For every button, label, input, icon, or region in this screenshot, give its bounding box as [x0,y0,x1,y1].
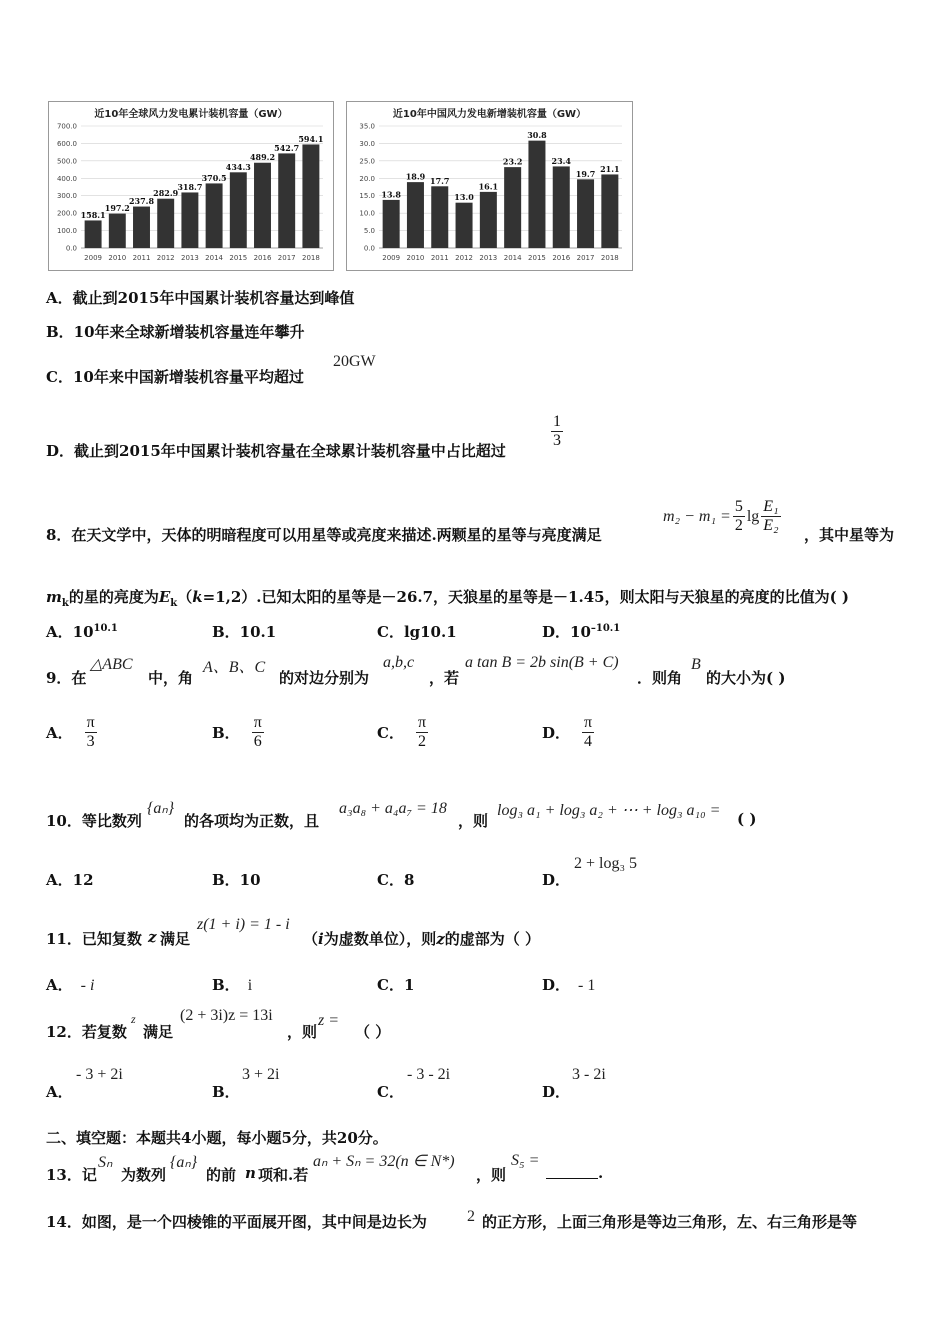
chart-global-data-label: 237.8 [128,196,155,207]
q8-option-a-sup: 10.1 [93,623,118,634]
chart-china-xtick: 2014 [503,254,522,262]
q11-option-b [212,974,252,995]
chart-china-xtick: 2010 [406,254,425,262]
chart-china-ytick: 25.0 [359,157,375,166]
q8-option-d-text: D．10 [542,623,591,641]
chart-china-data-label: 16.1 [478,181,499,192]
chart-global-ytick: 600.0 [56,139,77,148]
q9-option-a-den: 3 [86,733,95,750]
q9-option-c-label: C． [377,724,404,742]
q11-i: i [318,930,324,948]
q12-b: 满足 [143,1023,174,1041]
q13-answer-blank[interactable] [546,1164,598,1183]
chart-global-ytick: 400.0 [56,174,77,183]
q9-angles: A、B、C [203,659,266,676]
q13-seq: {aₙ} [170,1154,198,1171]
q12-a: 12．若复数 [46,1023,127,1041]
q10-b: 的各项均为正数，且 [184,812,320,830]
q7-option-d-fraction [551,413,563,450]
q9-option-a-num: π [86,714,95,731]
q12-option-d: D． [542,1083,571,1101]
chart-global-title: 近10年全球风力发电累计装机容量（GW） [94,109,288,120]
q9-option-a-label: A． [46,724,73,742]
chart-china-ytick: 10.0 [359,209,375,218]
q14-two: 2 [467,1208,475,1225]
q11-option-d-label: D． [542,976,571,994]
q12-d: （ ） [355,1023,391,1041]
q11-d: 为虚数单位），则 [323,930,437,948]
q7-option-c-math: 20GW [333,353,376,370]
q10-option-d-math: 2 + log₃ 5 [574,855,638,872]
chart-global-data-label: 542.7 [274,142,300,153]
q8-option-d [542,621,620,642]
q9-e: ．则角 [637,669,683,687]
q12-option-b-math: 3 + 2i [242,1066,280,1083]
q12-c: ，则 [287,1023,318,1041]
chart-global-data-label: 434.3 [225,161,251,172]
q10-seq: {aₙ} [147,800,175,817]
chart-china-bar [383,200,400,248]
chart-china-data-label: 19.7 [575,168,596,179]
q13-n [245,1164,256,1182]
chart-global-ytick: 0.0 [65,244,77,253]
q11-option-d [542,974,595,995]
chart-global-xtick: 2016 [253,254,272,262]
q8-frac-num: 5 [734,498,743,515]
chart-china-bar [431,186,448,248]
q13-a: 13．记 [46,1166,97,1184]
chart-global-xtick: 2017 [277,254,296,262]
q7-option-c-text: C．10年来中国新增装机容量平均超过 [46,368,304,386]
chart-global-xtick: 2015 [229,254,248,262]
q9-option-d-label: D． [542,724,571,742]
q11-e: 的虚部为（ ） [444,930,540,948]
chart-global-ytick: 500.0 [56,157,77,166]
q13-b: 为数列 [121,1166,167,1184]
q8-m: m [46,588,62,606]
chart-global-bar [181,192,198,248]
chart-china-bar [553,166,570,248]
q9-option-d-den: 4 [584,733,593,750]
chart-global-bar [278,153,295,248]
q8-m-k: k [61,598,69,609]
chart-global-ytick: 700.0 [56,122,77,131]
chart-china-xtick: 2011 [430,254,449,262]
q8-E: E [158,588,171,606]
q8-k2: k [192,588,203,606]
q7-option-a: A．截止到2015年中国累计装机容量达到峰值 [46,289,355,307]
chart-china-bar [577,179,594,248]
chart-global-bar [254,163,271,248]
chart-china-data-label: 23.4 [551,155,571,166]
q8-formula [663,498,781,535]
q9-condition: a tan B = 2b sin(B + C) [465,654,619,671]
q7-option-b: B．10年来全球新增装机容量连年攀升 [46,323,305,341]
q8-frac-den: 2 [734,517,743,534]
chart-china-data-label: 13.8 [381,189,401,200]
q13-condition: aₙ + Sₙ = 32(n ∈ N*) [313,1153,455,1170]
q11-z2: z [436,930,445,948]
q9-option-d-num: π [584,714,593,731]
chart-china-bar [407,182,424,248]
q9-option-a [46,714,97,751]
q8-e-den: E₂ [763,517,779,534]
q13-e: ，则 [476,1166,507,1184]
q7-option-d-text: D．截止到2015年中国累计装机容量在全球累计装机容量中占比超过 [46,442,506,460]
q8-option-a [46,621,118,642]
q10-c: ，则 [458,812,489,830]
q9-a: 9．在 [46,669,87,687]
q9-d: ，若 [429,669,460,687]
q9-b: 中，角 [148,669,194,687]
q8-option-c: C．lg10.1 [377,623,457,641]
chart-china-bar [504,167,521,248]
chart-china-bar [601,174,618,248]
q13-f: . [598,1164,604,1182]
q11-a: 11．已知复数 [46,930,142,948]
q11-rest [303,928,540,949]
q9-option-b [212,714,264,751]
chart-global-bar [230,172,247,248]
q11-b: 满足 [160,930,191,948]
chart-global-xtick: 2013 [180,254,199,262]
chart-china-xtick: 2012 [455,254,473,262]
q9-option-c [377,714,428,751]
chart-china-ytick: 5.0 [363,227,375,236]
q12-option-b: B． [212,1083,240,1101]
q8-e-num: E₁ [763,498,779,515]
q8-line2 [46,586,849,609]
q8-line1-b: ，其中星等为 [804,526,895,544]
chart-global-ytick: 300.0 [56,192,77,201]
q10-option-b: B．10 [212,871,261,889]
q12-option-c-math: - 3 - 2i [407,1066,451,1083]
chart-china-xtick: 2017 [576,254,595,262]
q8-line2-b: （ [177,588,193,606]
q13-d: 项和.若 [258,1166,309,1184]
q10-option-c: C．8 [377,871,415,889]
q9-sides: a,b,c [383,654,415,671]
q14-a: 14．如图，是一个四棱锥的平面展开图，其中间是边长为 [46,1213,427,1231]
q11-z [148,928,157,946]
q8-option-b: B．10.1 [212,623,277,641]
q12-option-c: C． [377,1083,404,1101]
q8-line2-text: 的星的亮度为 [68,588,159,606]
q13-c: 的前 [206,1166,237,1184]
chart-china-data-label: 21.1 [600,163,620,174]
q10-a: 10．等比数列 [46,812,142,830]
chart-global-cumulative-svg [49,102,333,270]
q8-option-a-text: A．10 [46,623,94,641]
chart-china-xtick: 2009 [382,254,401,262]
chart-china-data-label: 18.9 [405,171,426,182]
q8-formula-left: m₂ − m₁ = [663,507,731,525]
q8-option-d-sup: –10.1 [590,623,621,634]
chart-china-ytick: 0.0 [363,244,375,253]
q10-d: ( ) [737,810,757,828]
chart-china-xtick: 2015 [528,254,546,262]
q12-condition: (2 + 3i)z = 13i [180,1007,273,1024]
q12-option-a: A． [46,1083,73,1101]
chart-global-xtick: 2014 [205,254,224,262]
q8-lg: lg [746,507,760,525]
chart-china-data-label: 23.2 [502,156,523,167]
chart-global-xtick: 2012 [156,254,175,262]
chart-global-bar [85,220,102,248]
q10-option-d: D． [542,871,571,889]
chart-china-data-label: 17.7 [430,175,450,186]
q10-expression: log₃ a₁ + log₃ a₂ + ⋯ + log₃ a₁₀ = [497,802,721,819]
q9-option-b-label: B． [212,724,240,742]
q7-option-c [46,366,304,387]
chart-global-bar [133,207,150,248]
q12-option-a-math: - 3 + 2i [76,1066,123,1083]
q9-f: 的大小为( ) [706,669,786,687]
chart-china-xtick: 2013 [479,254,498,262]
q9-triangle: △ABC [90,656,133,673]
chart-china-new-svg [347,102,632,270]
q10-condition: a₃a₈ + a₄a₇ = 18 [339,800,447,817]
chart-china-data-label: 30.8 [527,130,547,141]
chart-china-xtick: 2016 [552,254,571,262]
q13-n-var: n [245,1164,256,1182]
q8-line2-c: =1,2）.已知太阳的星等是－26.7，天狼星的星等是－1.45，则太阳与天狼星的亮度的比值为( ) [202,588,849,606]
chart-global-data-label: 594.1 [298,133,324,144]
chart-china-ytick: 35.0 [359,122,375,131]
q10-option-a: A．12 [46,871,94,889]
chart-global-data-label: 197.2 [104,203,130,214]
q8-E-k: k [170,598,178,609]
q12-z-eq: z = [318,1012,340,1029]
chart-global-data-label: 489.2 [249,152,276,163]
q9-option-b-num: π [253,714,262,731]
chart-china-title: 近10年中国风力发电新增装机容量（GW） [392,109,587,120]
q11-option-b-label: B． [212,976,240,994]
chart-global-data-label: 158.1 [80,209,106,220]
q12-option-d-math: 3 - 2i [572,1066,606,1083]
chart-global-bar [157,199,174,248]
chart-china-data-label: 13.0 [454,192,474,203]
chart-global-xtick: 2018 [301,254,320,262]
chart-china-bar [528,141,545,248]
q13-s5: S₅ = [511,1152,540,1169]
q12-z: z [131,1012,136,1026]
chart-global-bar [109,214,126,248]
chart-global-data-label: 282.9 [153,188,179,199]
chart-china-ytick: 15.0 [359,192,375,201]
chart-china-bar [456,203,473,248]
chart-global-bar [302,144,319,248]
chart-global-xtick: 2010 [108,254,127,262]
chart-china-ytick: 30.0 [359,139,375,148]
chart-global-data-label: 318.7 [177,181,203,192]
q9-option-d [542,714,594,751]
chart-global-xtick: 2009 [84,254,103,262]
chart-global-bar [206,183,223,248]
q11-option-a [46,974,94,995]
chart-global-cumulative [48,101,334,271]
q7-option-d [46,440,506,461]
section-2-heading: 二、填空题：本题共4小题，每小题5分，共20分。 [46,1129,388,1147]
q9-option-b-den: 6 [253,733,262,750]
q9-c: 的对边分别为 [279,669,370,687]
q9-angle-b: B [691,656,701,673]
q11-z-var: z [148,928,157,946]
chart-china-ytick: 20.0 [359,174,375,183]
q13-sn: Sₙ [98,1154,113,1171]
chart-global-data-label: 370.5 [201,172,227,183]
chart-china-new [346,101,633,271]
q7-d-num: 1 [553,413,561,430]
chart-global-xtick: 2011 [132,254,151,262]
q9-option-c-den: 2 [417,733,426,750]
q11-option-b-math: i [247,977,253,994]
q8-line1-a: 8．在天文学中，天体的明暗程度可以用星等或亮度来描述.两颗星的星等与亮度满足 [46,526,602,544]
q11-option-a-math: - i [80,977,95,994]
q9-option-c-num: π [417,714,427,731]
q11-option-a-label: A． [46,976,73,994]
q7-d-den: 3 [553,432,561,449]
chart-global-ytick: 100.0 [56,227,77,236]
chart-china-xtick: 2018 [600,254,619,262]
q11-c: （ [303,930,319,948]
q11-option-c: C．1 [377,976,415,994]
chart-global-ytick: 200.0 [56,209,77,218]
q11-option-d-math: - 1 [578,977,596,994]
q14-b: 的正方形，上面三角形是等边三角形，左、右三角形是等 [482,1213,858,1231]
chart-china-bar [480,192,497,248]
q11-condition: z(1 + i) = 1 - i [197,916,290,933]
